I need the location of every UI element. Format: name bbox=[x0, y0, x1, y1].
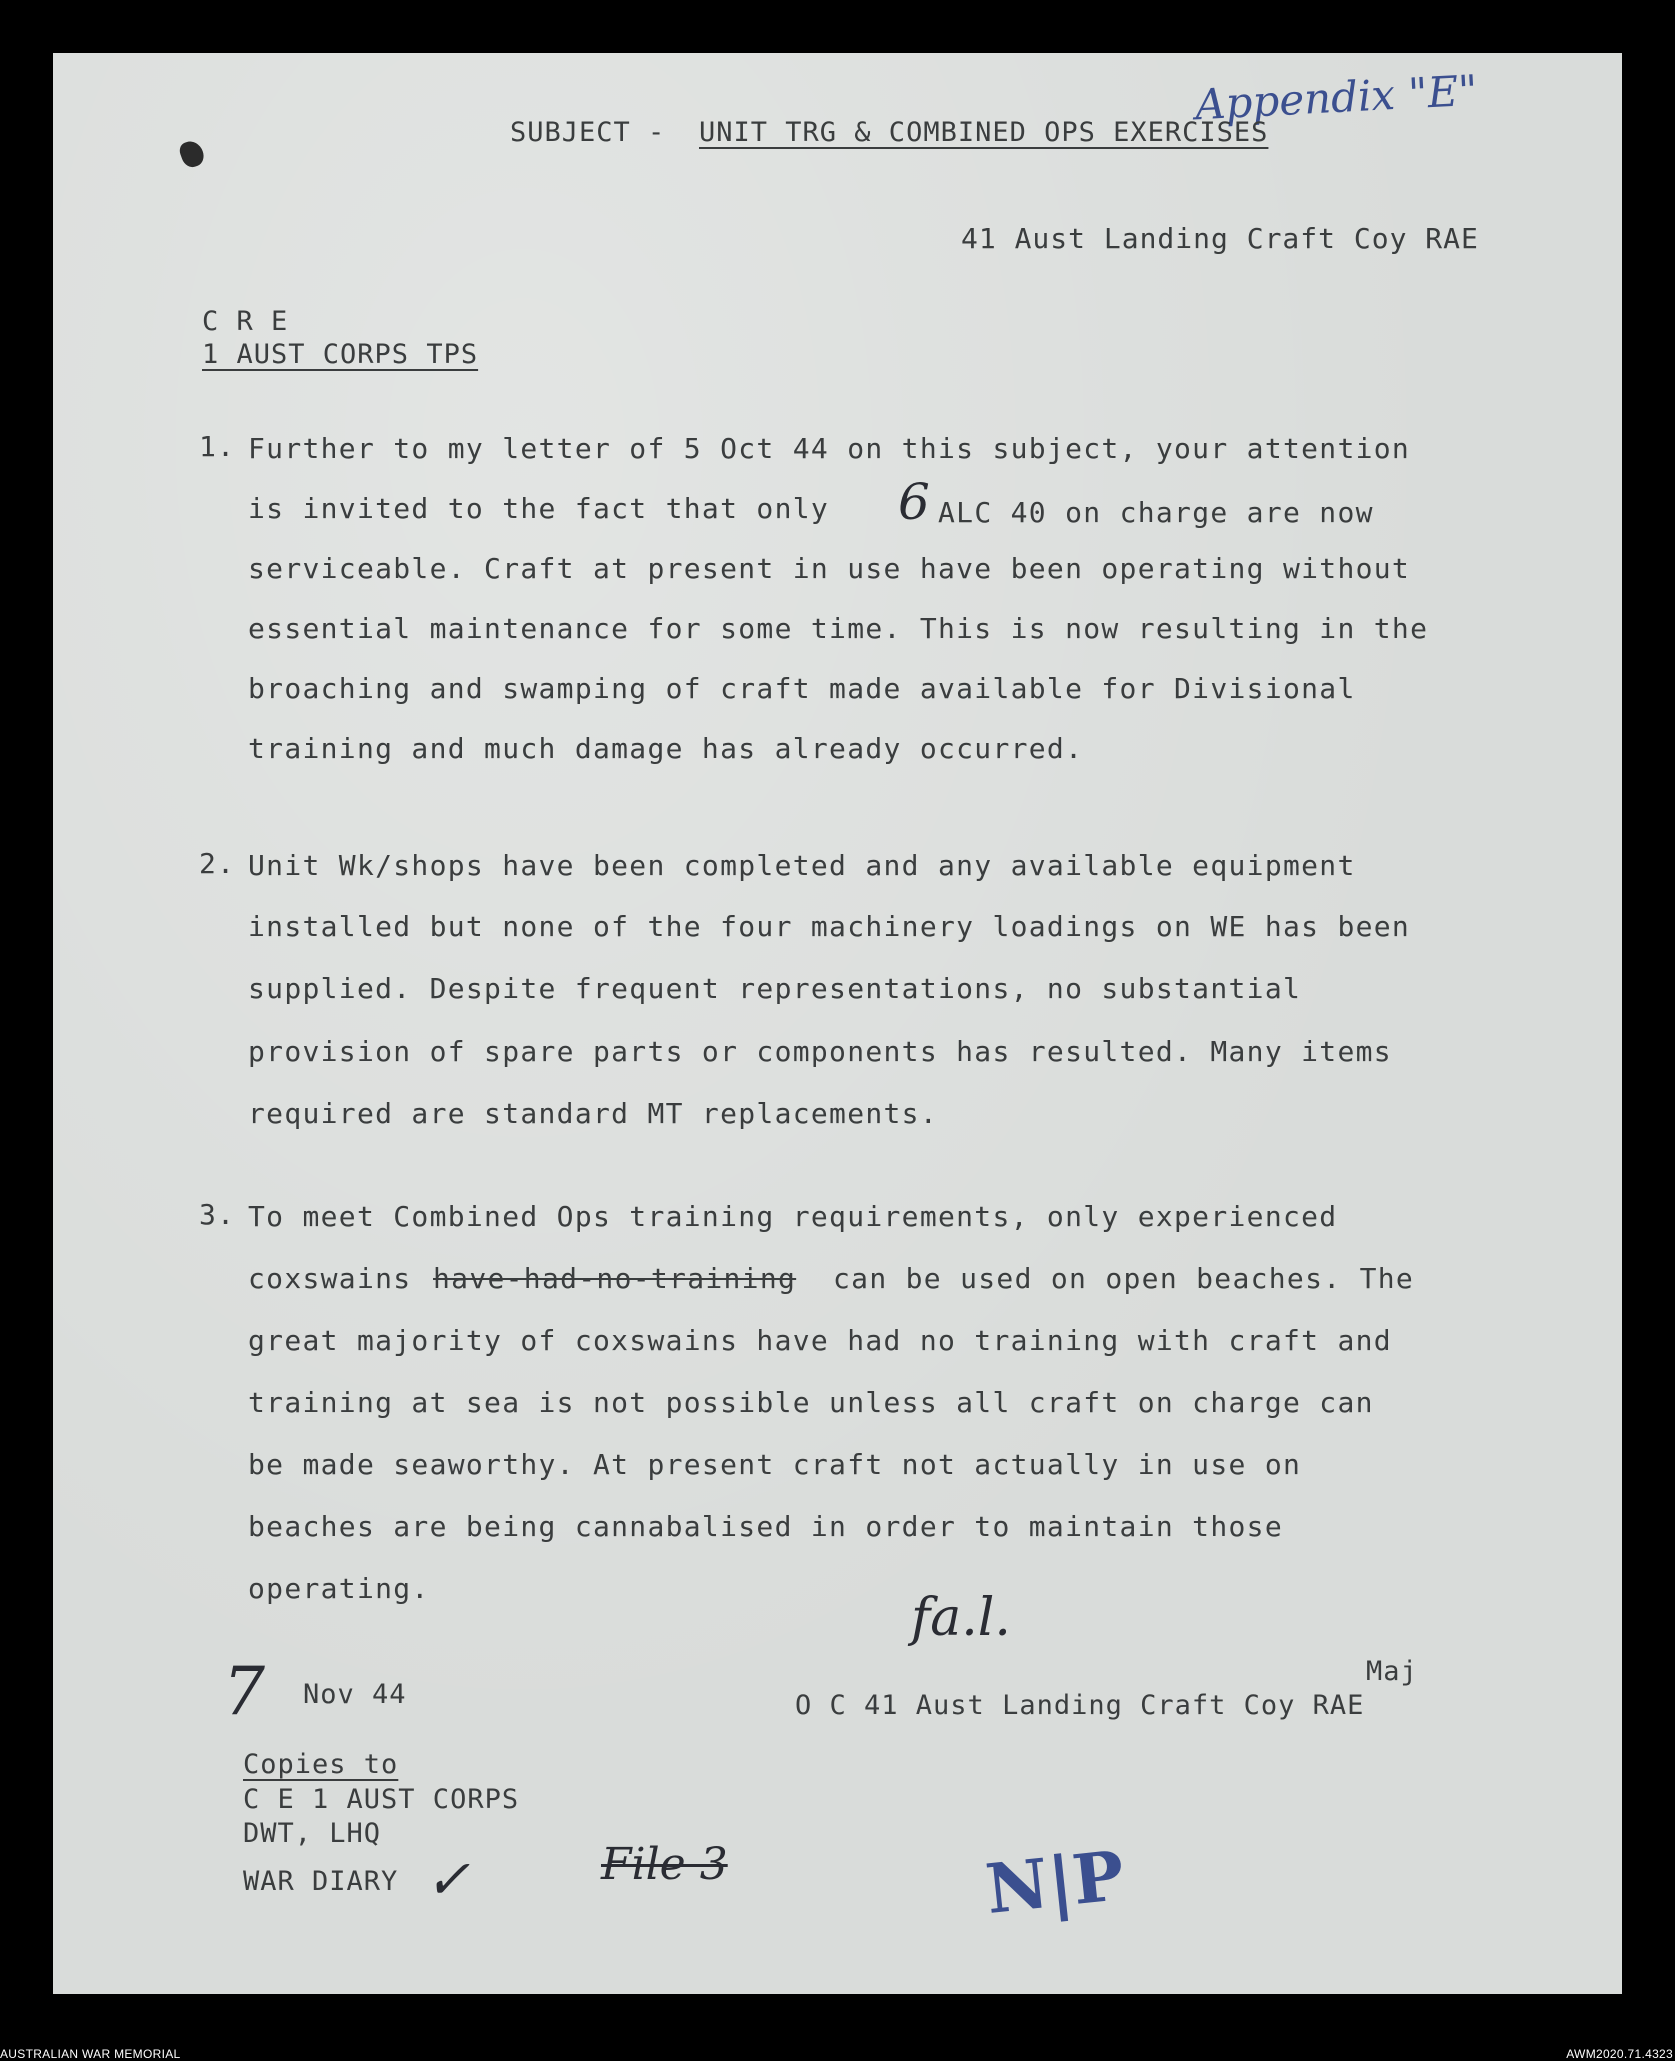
copies-item: DWT, LHQ bbox=[243, 1818, 382, 1849]
address-line-1: C R E bbox=[202, 306, 289, 337]
para3-line: great majority of coxswains have had no training with craft and bbox=[248, 1324, 1392, 1357]
signer-rank: Maj bbox=[1366, 1656, 1418, 1687]
tick-mark: ✓ bbox=[425, 1848, 471, 1911]
para2-line: required are standard MT replacements. bbox=[248, 1097, 938, 1130]
para1-line: Further to my letter of 5 Oct 44 on this subject, your attention bbox=[248, 432, 1411, 465]
para2-line: Unit Wk/shops have been completed and any available equipment bbox=[248, 849, 1356, 882]
para1-line: is invited to the fact that only bbox=[248, 492, 830, 525]
para3-line: can be used on open beaches. The bbox=[833, 1262, 1415, 1295]
document-page bbox=[53, 53, 1622, 1994]
subject-label: SUBJECT - bbox=[510, 117, 666, 148]
handwritten-date-day: 7 bbox=[223, 1653, 265, 1730]
copies-heading: Copies to bbox=[243, 1749, 399, 1780]
para1-line: serviceable. Craft at present in use have been operating without bbox=[248, 552, 1411, 585]
para3-line: beaches are being cannabalised in order to maintain those bbox=[248, 1510, 1283, 1543]
para2-line: provision of spare parts or components has resulted. Many items bbox=[248, 1035, 1392, 1068]
para2-line: installed but none of the four machinery loadings on WE has been bbox=[248, 910, 1411, 943]
para3-line: operating. bbox=[248, 1572, 430, 1605]
punch-hole-mark bbox=[177, 138, 207, 170]
para1-line: training and much damage has already occurred. bbox=[248, 732, 1084, 765]
footer-right-label: AWM2020.71.4323 bbox=[1566, 2047, 1673, 2061]
file-note: File 3 bbox=[601, 1839, 728, 1890]
handwritten-number: 6 bbox=[898, 473, 930, 531]
signature: fa.l. bbox=[911, 1588, 1011, 1648]
para3-line: To meet Combined Ops training requirements, only experienced bbox=[248, 1200, 1338, 1233]
np-stamp: N|P bbox=[982, 1836, 1128, 1930]
appendix-annotation: Appendix "E" bbox=[1193, 65, 1479, 130]
para3-line: training at sea is not possible unless all craft on charge can bbox=[248, 1386, 1374, 1419]
para1-line: essential maintenance for some time. This is now resulting in the bbox=[248, 612, 1429, 645]
subject-title: UNIT TRG & COMBINED OPS EXERCISES bbox=[699, 117, 1269, 148]
para3-number: 3. bbox=[199, 1198, 236, 1231]
date-typed: Nov 44 bbox=[303, 1679, 407, 1710]
unit-line: 41 Aust Landing Craft Coy RAE bbox=[961, 222, 1479, 255]
address-line-2: 1 AUST CORPS TPS bbox=[202, 339, 479, 370]
para1-line: broaching and swamping of craft made available for Divisional bbox=[248, 672, 1356, 705]
para2-line: supplied. Despite frequent representations, no substantial bbox=[248, 972, 1302, 1005]
para3-struck-text: have-had-no-training bbox=[433, 1262, 797, 1295]
footer-left-label: AUSTRALIAN WAR MEMORIAL bbox=[0, 2047, 181, 2061]
copies-item: C E 1 AUST CORPS bbox=[243, 1784, 520, 1815]
para1-number: 1. bbox=[199, 430, 236, 463]
para2-number: 2. bbox=[199, 847, 236, 880]
para1-line: ALC 40 on charge are now bbox=[938, 496, 1374, 529]
para3-line: coxswains bbox=[248, 1262, 412, 1295]
para3-line: be made seaworthy. At present craft not actually in use on bbox=[248, 1448, 1302, 1481]
signer-line: O C 41 Aust Landing Craft Coy RAE bbox=[795, 1690, 1365, 1721]
copies-item: WAR DIARY bbox=[243, 1866, 399, 1897]
